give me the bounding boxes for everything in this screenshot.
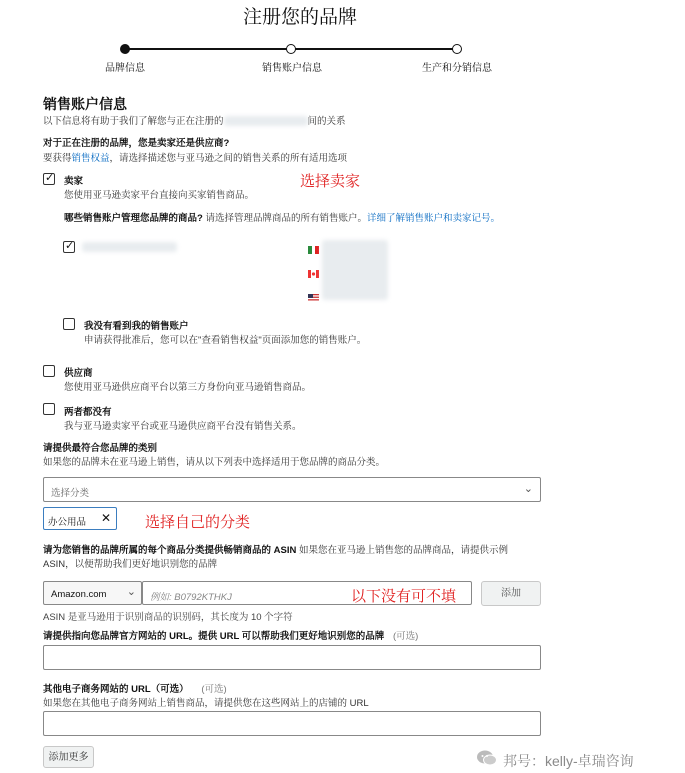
wechat-icon (476, 748, 498, 768)
vendor-desc: 您使用亚马逊供应商平台以第三方身份向亚马逊销售商品。 (64, 382, 312, 393)
vendor-checkbox[interactable] (43, 365, 55, 377)
category-select-placeholder: 选择分类 (51, 488, 90, 499)
section-title: 销售账户信息 (43, 96, 127, 112)
asin-placeholder: 例如: B0792KTHKJ (150, 592, 232, 603)
redacted-marketplaces (322, 240, 388, 300)
section-intro: 以下信息将有助于我们了解您与正在注册的 间的关系 (43, 116, 346, 127)
neither-checkbox[interactable] (43, 403, 55, 415)
no-account-label: 我没有看到我的销售账户 (84, 321, 189, 332)
step-2-label: 销售账户信息 (262, 63, 322, 74)
annotation-category: 选择自己的分类 (145, 514, 251, 531)
step-2-dot (286, 44, 296, 54)
step-3-label: 生产和分销信息 (422, 63, 492, 74)
asin-add-button[interactable]: 添加 (481, 581, 541, 606)
neither-desc: 我与亚马逊卖家平台或亚马逊供应商平台没有销售关系。 (64, 421, 302, 432)
accounts-question-row: 哪些销售账户管理您品牌的商品? 请选择管理品牌商品的所有销售账户。详细了解销售账户和卖家记号。 (64, 213, 500, 224)
marketplace-value: Amazon.com (51, 589, 107, 600)
neither-label: 两者都没有 (64, 407, 112, 418)
selected-category-tag (43, 507, 117, 530)
step-3-dot (452, 44, 462, 54)
seller-desc: 您使用亚马逊卖家平台直接向买家销售商品。 (64, 190, 255, 201)
asin-note: ASIN 是亚马逊用于识别商品的识别码，其长度为 10 个字符 (43, 612, 293, 623)
annotation-optional: 以下没有可不填 (351, 588, 457, 605)
selling-rights-link[interactable]: 销售权益 (71, 153, 110, 164)
seller-checkbox[interactable] (43, 173, 55, 185)
mexico-flag-icon (308, 241, 319, 259)
website-title-row: 请提供指向您品牌官方网站的 URL。提供 URL 可以帮助我们更好地识别您的品牌 (可选) (43, 631, 419, 642)
no-account-desc: 申请获得批准后，您可以在"查看销售权益"页面添加您的销售账户。 (84, 335, 367, 346)
no-account-checkbox[interactable] (63, 318, 75, 330)
marketplace-select[interactable] (43, 581, 142, 605)
seller-label: 卖家 (64, 176, 84, 187)
category-select[interactable] (43, 477, 541, 502)
ecommerce-help: 如果您在其他电子商务网站上销售商品，请提供您在这些网站上的店铺的 URL (43, 698, 369, 709)
asin-title-line2: ASIN，以便帮助我们更好地识别您的品牌 (43, 559, 218, 570)
vendor-label: 供应商 (64, 368, 93, 379)
selected-category-label: 办公用品 (48, 517, 87, 528)
chevron-down-icon: ⌄ (126, 586, 136, 598)
ecommerce-url-input[interactable] (43, 711, 541, 736)
watermark-text: 邦号：kelly-卓瑞咨询 (503, 753, 634, 769)
step-1-dot (120, 44, 130, 54)
chevron-down-icon: ⌄ (523, 483, 533, 495)
page-title: 注册您的品牌 (242, 7, 357, 28)
role-question: 对于正在注册的品牌，您是卖家还是供应商? (43, 138, 230, 149)
annotation-seller: 选择卖家 (300, 173, 361, 190)
step-1-label: 品牌信息 (105, 63, 145, 74)
account-checkbox[interactable] (63, 241, 75, 253)
website-url-input[interactable] (43, 645, 541, 670)
canada-flag-icon (308, 265, 319, 283)
usa-flag-icon (308, 289, 319, 307)
remove-tag-icon[interactable]: ✕ (100, 511, 111, 525)
category-title: 请提供最符合您品牌的类别 (43, 443, 158, 454)
add-more-button[interactable]: 添加更多 (43, 746, 94, 768)
accounts-learn-more-link[interactable]: 详细了解销售账户和卖家记号。 (366, 213, 500, 224)
redacted-account-name (82, 242, 177, 252)
asin-title-row: 请为您销售的品牌所属的每个商品分类提供畅销商品的 ASIN 如果您在亚马逊上销售您的品牌商品，请提供示例 (43, 545, 508, 556)
progress-stepper (125, 44, 457, 54)
category-help: 如果您的品牌未在亚马逊上销售，请从以下列表中选择适用于您品牌的商品分类。 (43, 457, 386, 468)
role-help: 要获得销售权益，请选择描述您与亚马逊之间的销售关系的所有适用选项 (43, 153, 348, 164)
redacted-brand (224, 116, 308, 126)
ecommerce-title-row: 其他电子商务网站的 URL（可选） (可选) (43, 684, 227, 695)
